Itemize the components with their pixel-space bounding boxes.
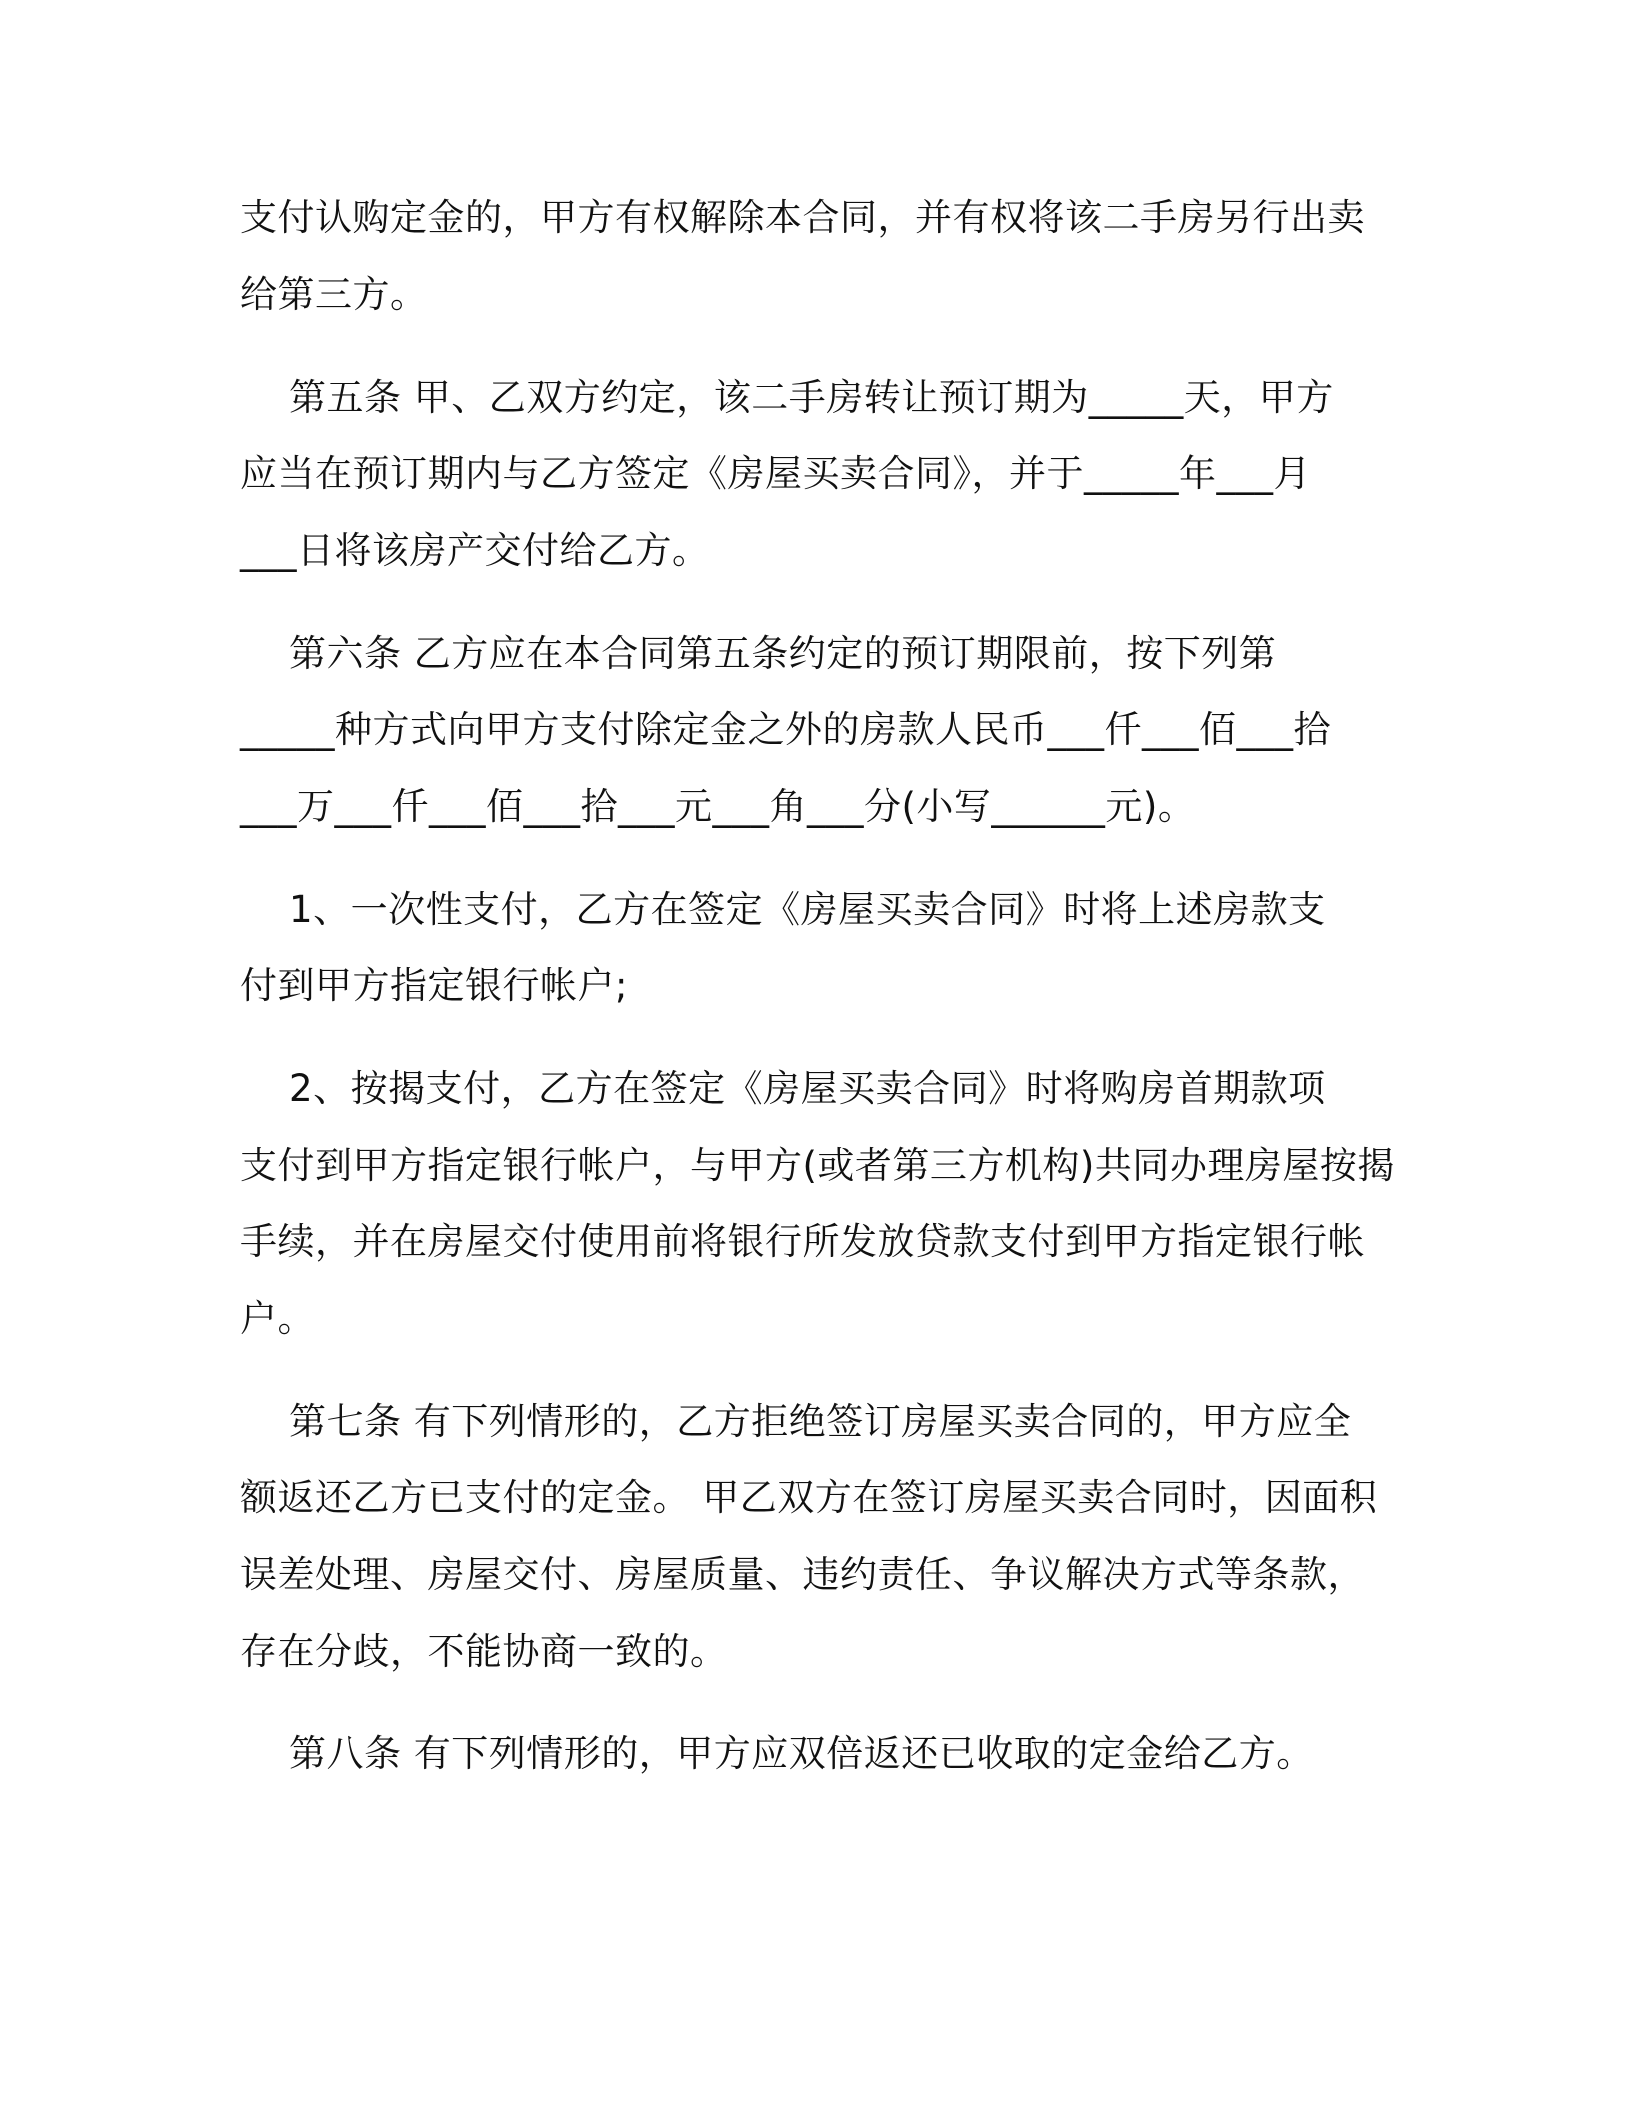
text-line: 1、一次性支付，乙方在签定《房屋买卖合同》时将上述房款支: [240, 888, 1326, 931]
text-line: 支付到甲方指定银行帐户，与甲方(或者第三方机构)共同办理房屋按揭: [240, 1144, 1395, 1187]
text-line: 第七条 有下列情形的，乙方拒绝签订房屋买卖合同的，甲方应全: [240, 1400, 1352, 1443]
text-line: 手续，并在房屋交付使用前将银行所发放贷款支付到甲方指定银行帐: [240, 1220, 1365, 1263]
text-line: 额返还乙方已支付的定金。 甲乙双方在签订房屋买卖合同时，因面积: [240, 1476, 1378, 1519]
text-line: 户。: [240, 1297, 315, 1340]
text-line: _____种方式向甲方支付除定金之外的房款人民币___仟___佰___拾: [240, 708, 1331, 751]
text-line: 误差处理、房屋交付、房屋质量、违约责任、争议解决方式等条款，: [240, 1553, 1365, 1596]
text-line: 第八条 有下列情形的，甲方应双倍返还已收取的定金给乙方。: [240, 1732, 1314, 1775]
text-line: 付到甲方指定银行帐户;: [240, 964, 628, 1007]
text-line: 支付认购定金的，甲方有权解除本合同，并有权将该二手房另行出卖: [240, 196, 1365, 239]
text-line: 应当在预订期内与乙方签定《房屋买卖合同》，并于_____年___月: [240, 452, 1311, 495]
text-line: ___万___仟___佰___拾___元___角___分(小写______元)。: [240, 785, 1196, 828]
text-line: 存在分歧，不能协商一致的。: [240, 1630, 728, 1673]
text-line: 给第三方。: [240, 273, 428, 316]
text-line: 第五条 甲、乙双方约定，该二手房转让预订期为_____天，甲方: [240, 376, 1334, 419]
text-line: 第六条 乙方应在本合同第五条约定的预订期限前，按下列第: [240, 632, 1277, 675]
text-line: 2、按揭支付，乙方在签定《房屋买卖合同》时将购房首期款项: [240, 1067, 1326, 1110]
text-line: ___日将该房产交付给乙方。: [240, 529, 710, 572]
